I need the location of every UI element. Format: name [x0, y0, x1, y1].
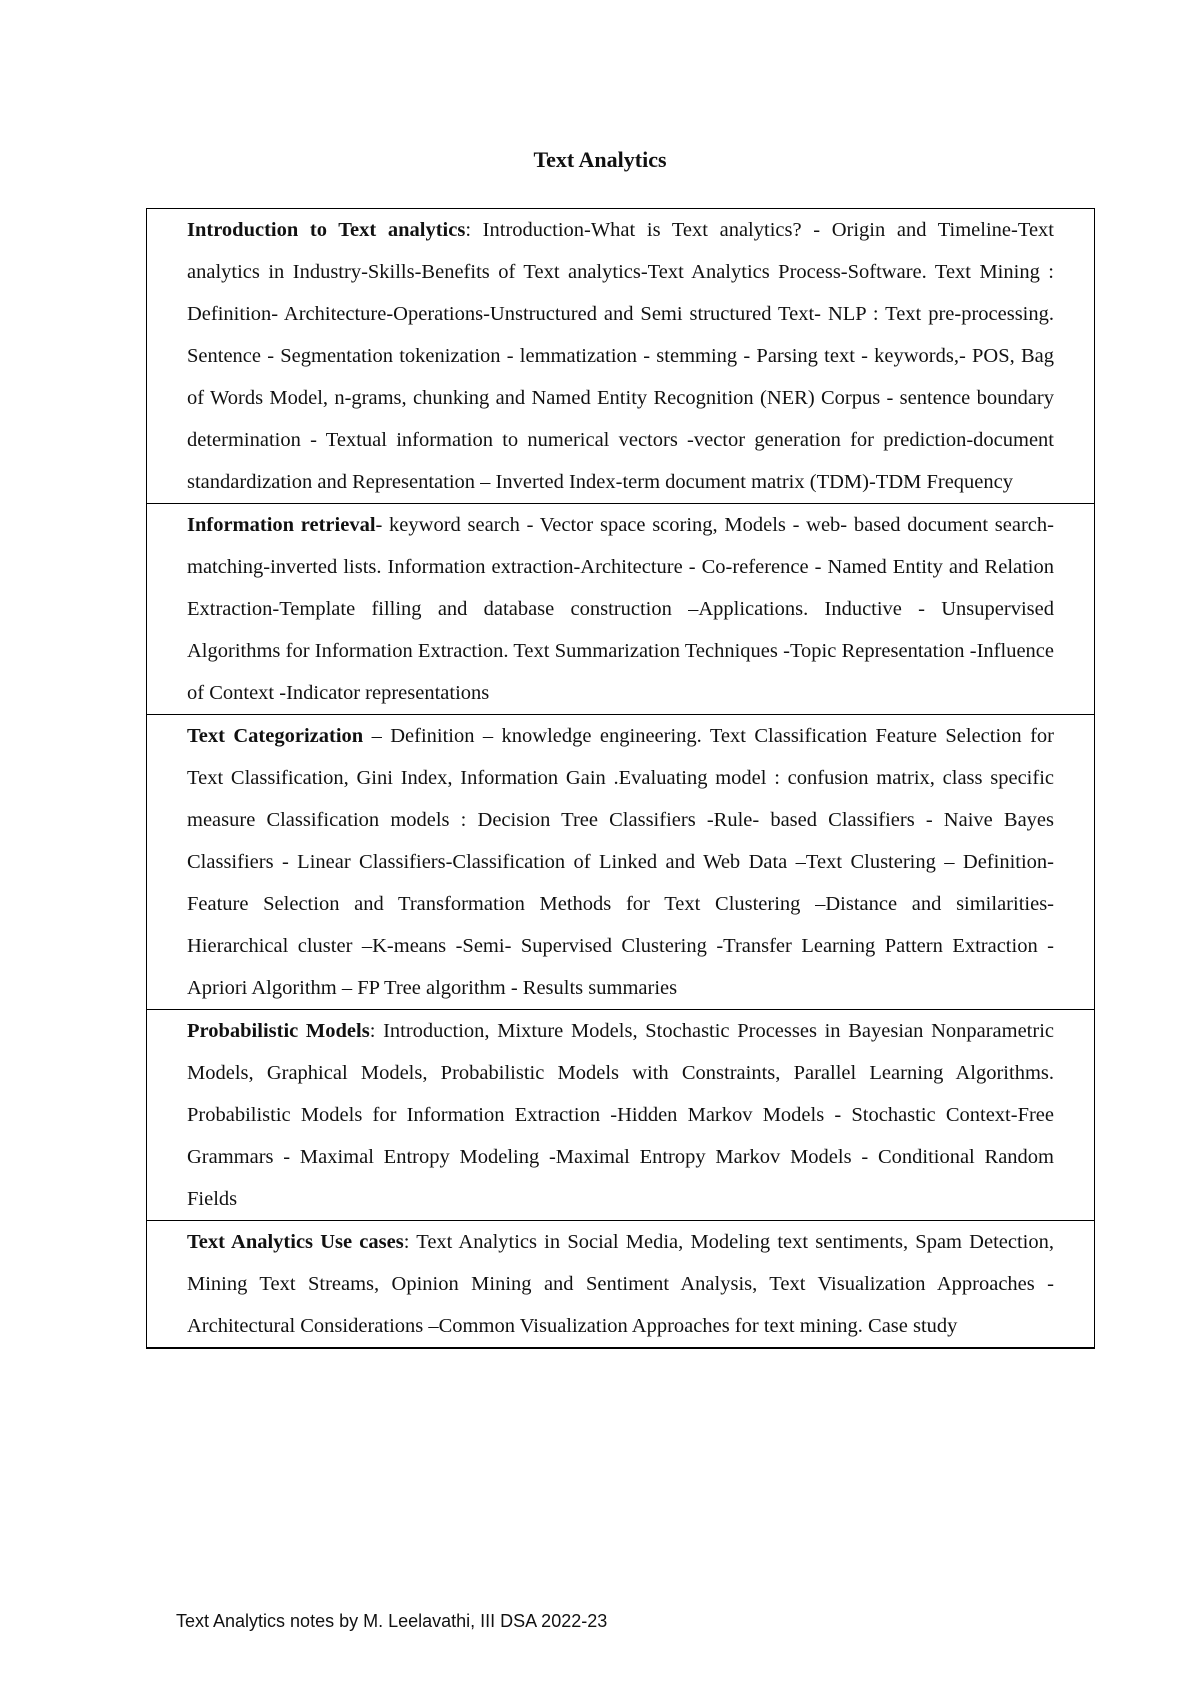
unit-cell [147, 209, 1095, 504]
unit-body: : Introduction, Mixture Models, Stochastic Processes in Bayesian Nonparametric Models, Graphical Models, Probabilistic Models with Constraints, Parallel Learning Algorithms. Probabilistic Models for Information Extraction -Hidden Markov Models - Stochastic Context-Free Grammars - Maximal Entropy Modeling -Maximal Entropy Markov Models - Conditional Random Fields [187, 1020, 1055, 1210]
table-row [147, 209, 1095, 504]
unit-heading: Probabilistic Models [187, 1020, 370, 1042]
unit-heading: Information retrieval [187, 514, 376, 536]
unit-heading: Text Analytics Use cases [187, 1231, 404, 1253]
unit-cell [147, 715, 1095, 1010]
unit-cell [147, 1221, 1095, 1349]
table-row [147, 1221, 1095, 1349]
unit-body: - keyword search - Vector space scoring, Models - web- based document search-matching-inverted lists. Information extraction-Architecture - Co-reference - Named Entity and Relation Extraction-Template filling and database construction –Applications. Inductive - Unsupervised Algorithms for Information Extraction. Text Summarization Techniques -Topic Representation -Influence of Context -Indicator representations [187, 514, 1054, 704]
table-row [147, 715, 1095, 1010]
unit-cell [147, 1010, 1095, 1221]
unit-heading: Text Categorization [187, 725, 364, 747]
table-row [147, 1010, 1095, 1221]
syllabus-table [146, 208, 1095, 1349]
unit-body: : Text Analytics in Social Media, Modeling text sentiments, Spam Detection, Mining Text Streams, Opinion Mining and Sentiment Analysis, Text Visualization Approaches -Architectural Considerations –Common Visualization Approaches for text mining. Case study [187, 1231, 1054, 1337]
unit-cell [147, 504, 1095, 715]
unit-heading: Introduction to Text analytics [187, 219, 466, 241]
unit-body: – Definition – knowledge engineering. Text Classification Feature Selection for Text Classification, Gini Index, Information Gain .Evaluating model : confusion matrix, class specific measure Classification models : Decision Tree Classifiers -Rule- based Classifiers - Naive Bayes Classifiers - Linear Classifiers-Classification of Linked and Web Data –Text Clustering – Definition- Feature Selection and Transformation Methods for Text Clustering –Distance and similarities-Hierarchical cluster –K-means -Semi- Supervised Clustering -Transfer Learning Pattern Extraction - Apriori Algorithm – FP Tree algorithm - Results summaries [187, 725, 1054, 999]
table-row [147, 504, 1095, 715]
footer-note: Text Analytics notes by M. Leelavathi, III DSA 2022-23 [176, 1611, 608, 1631]
unit-body: : Introduction-What is Text analytics? - Origin and Timeline-Text analytics in Industry-Skills-Benefits of Text analytics-Text Analytics Process-Software. Text Mining : Definition- Architecture-Operations-Unstructured and Semi structured Text- NLP : Text pre-processing. Sentence - Segmentation tokenization - lemmatization - stemming - Parsing text - keywords,- POS, Bag of Words Model, n-grams, chunking and Named Entity Recognition (NER) Corpus - sentence boundary determination - Textual information to numerical vectors -vector generation for prediction-document standardization and Representation – Inverted Index-term document matrix (TDM)-TDM Frequency [187, 219, 1054, 493]
page-title: Text Analytics [533, 147, 667, 172]
